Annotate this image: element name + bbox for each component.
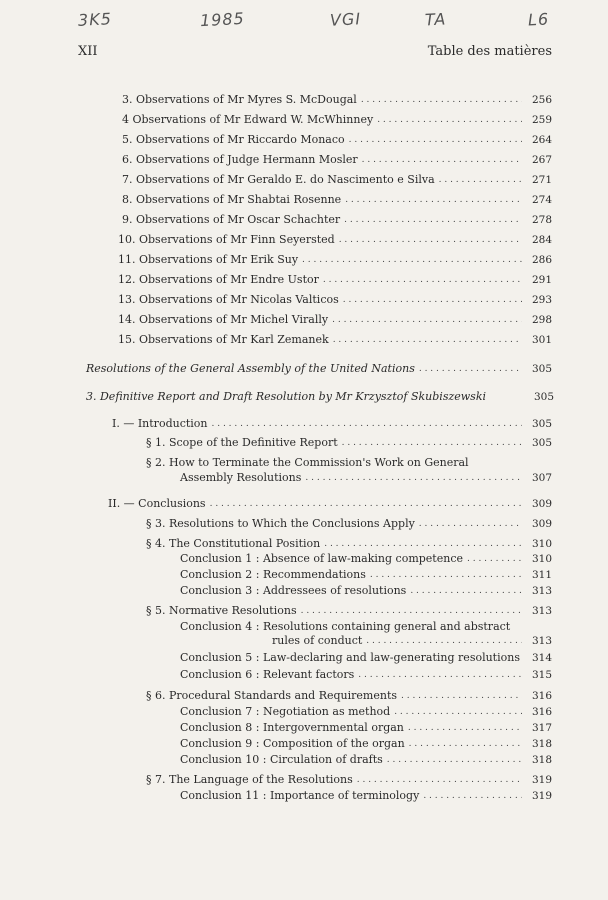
toc-entry[interactable]: § 1. Scope of the Definitive Report . . . 305 (146, 435, 552, 450)
toc-section-introduction[interactable]: I. — Introduction . . . 305 (112, 416, 552, 431)
toc-section-conclusions[interactable]: II. — Conclusions . . . 309 (108, 496, 552, 511)
toc-entry[interactable]: 8. Observations of Mr Shabtai Rosenne . . . 274 (122, 192, 552, 207)
toc-entry[interactable]: Conclusion 11 : Importance of terminology . . . 319 (180, 788, 552, 803)
toc-entry[interactable]: § 5. Normative Resolutions . . . 313 (146, 603, 552, 618)
toc-entry[interactable]: Assembly Resolutions . . . 307 (180, 470, 552, 485)
toc-entry[interactable]: 6. Observations of Judge Hermann Mosler . . . 267 (122, 152, 552, 167)
toc-entry[interactable]: Conclusion 6 : Relevant factors . . . 315 (180, 667, 552, 682)
toc-entry[interactable]: Conclusion 8 : Intergovernmental organ . . . 317 (180, 720, 552, 735)
handwritten-note: 1985 (199, 8, 246, 31)
toc-entry[interactable]: 15. Observations of Mr Karl Zemanek . . . 301 (118, 332, 552, 347)
handwritten-note: 3K5 (77, 9, 113, 30)
toc-entry[interactable]: 12. Observations of Mr Endre Ustor . . . 291 (118, 272, 552, 287)
toc-entry[interactable]: § 4. The Constitutional Position . . . 310 (146, 536, 552, 551)
toc-entry[interactable]: 10. Observations of Mr Finn Seyersted . . . 284 (118, 232, 552, 247)
running-title: Table des matières (427, 44, 552, 59)
handwritten-note: TA (424, 9, 447, 30)
page-number: XII (78, 44, 98, 59)
toc-entry[interactable]: rules of conduct . . . 313 (272, 633, 552, 648)
toc-entry[interactable]: Conclusion 1 : Absence of law-making competence . . . 310 (180, 551, 552, 566)
toc-heading-resolutions[interactable]: Resolutions of the General Assembly of the United Nations . . . 305 (86, 361, 552, 376)
toc-entry[interactable]: 14. Observations of Mr Michel Virally . . . 298 (118, 312, 552, 327)
toc-entry[interactable]: 4 Observations of Mr Edward W. McWhinney . . . 259 (122, 112, 552, 127)
toc-entry-line[interactable]: Conclusion 4 : Resolutions containing general and abstract (180, 620, 511, 633)
toc-entry[interactable]: Conclusion 2 : Recommendations . . . 311 (180, 567, 552, 582)
toc-entry[interactable]: Conclusion 3 : Addressees of resolutions . . . 313 (180, 583, 552, 598)
toc-heading-definitive-report[interactable]: 3. Definitive Report and Draft Resolution by Mr Krzysztof Skubiszewski 305 (86, 390, 554, 403)
toc-entry[interactable]: Conclusion 10 : Circulation of drafts . . . 318 (180, 752, 552, 767)
toc-entry[interactable]: 7. Observations of Mr Geraldo E. do Nascimento e Silva . . . 271 (122, 172, 552, 187)
toc-entry[interactable]: Conclusion 5 : Law-declaring and law-generating resolutions 314 (180, 651, 552, 664)
handwritten-note: L6 (527, 9, 550, 30)
toc-entry[interactable]: § 7. The Language of the Resolutions . . . 319 (146, 772, 552, 787)
toc-entry[interactable]: 13. Observations of Mr Nicolas Valticos . . . 293 (118, 292, 552, 307)
toc-entry[interactable]: 11. Observations of Mr Erik Suy . . . 286 (118, 252, 552, 267)
handwritten-note: VGI (329, 9, 362, 30)
toc-entry-line[interactable]: § 2. How to Terminate the Commission's Work on General (146, 456, 469, 469)
toc-entry[interactable]: § 6. Procedural Standards and Requirements . . . 316 (146, 688, 552, 703)
toc-entry[interactable]: 5. Observations of Mr Riccardo Monaco . . . 264 (122, 132, 552, 147)
toc-entry[interactable]: 9. Observations of Mr Oscar Schachter . . . 278 (122, 212, 552, 227)
toc-entry[interactable]: § 3. Resolutions to Which the Conclusions Apply . . . 309 (146, 516, 552, 531)
toc-entry[interactable]: Conclusion 9 : Composition of the organ . . . 318 (180, 736, 552, 751)
toc-entry[interactable]: 3. Observations of Mr Myres S. McDougal . . . 256 (122, 92, 552, 107)
toc-entry[interactable]: Conclusion 7 : Negotiation as method . . . 316 (180, 704, 552, 719)
